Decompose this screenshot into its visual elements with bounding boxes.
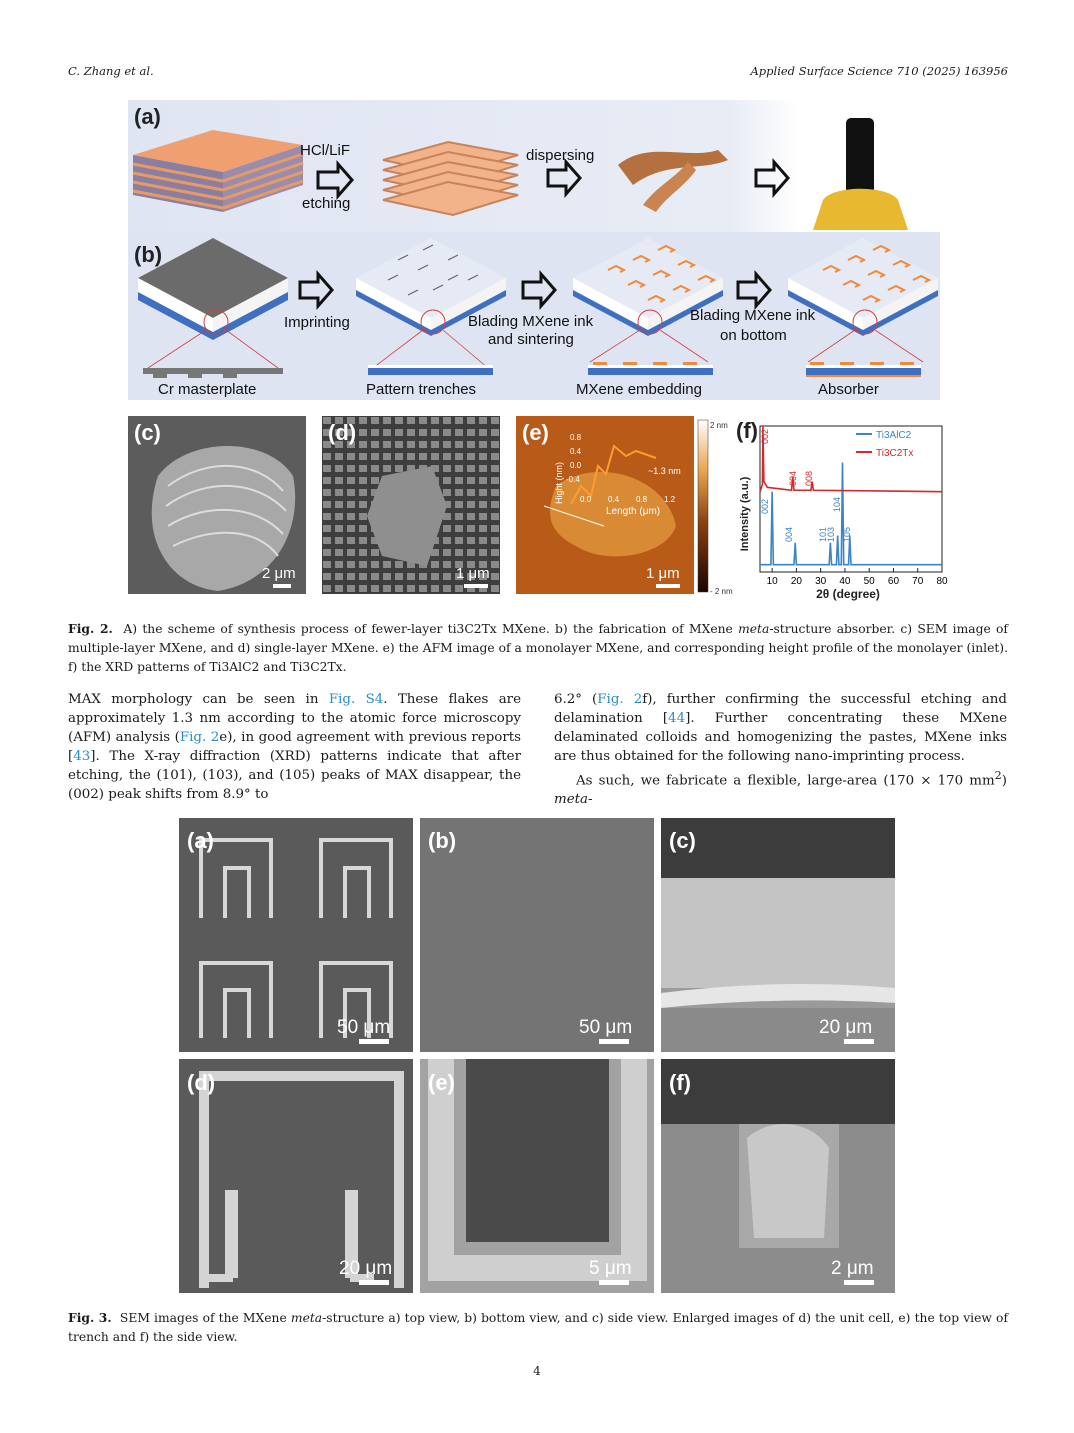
svg-text:HCl/LiF: HCl/LiF bbox=[300, 142, 351, 159]
svg-text:(f): (f) bbox=[669, 1070, 691, 1095]
fig3-panel-e bbox=[420, 1059, 654, 1293]
link-fig-s4[interactable]: Fig. S4 bbox=[328, 692, 384, 707]
svg-text:2 μm: 2 μm bbox=[831, 1258, 874, 1279]
fig2-panel-e-afm bbox=[516, 416, 736, 596]
svg-text:1.2: 1.2 bbox=[664, 495, 676, 504]
svg-text:Absorber: Absorber bbox=[818, 381, 879, 398]
peak-label-blue-002: 002 bbox=[760, 498, 770, 514]
fig2-panel-d-sem bbox=[322, 416, 500, 594]
svg-text:0.4: 0.4 bbox=[570, 447, 582, 456]
link-ref-44[interactable]: 44 bbox=[668, 711, 686, 726]
link-fig-2f[interactable]: Fig. 2 bbox=[597, 692, 643, 707]
svg-text:(d): (d) bbox=[328, 420, 357, 445]
svg-text:Hight (nm): Hight (nm) bbox=[554, 461, 564, 504]
peak-label-red-004: 004 bbox=[788, 470, 798, 486]
figure-3-sem-grid bbox=[179, 818, 895, 1294]
xrd-xtick-label-5: 60 bbox=[887, 576, 900, 587]
running-header-authors: C. Zhang et al. bbox=[68, 64, 154, 78]
fig2-label-a: (a) bbox=[134, 104, 161, 129]
svg-text:(e): (e) bbox=[428, 1070, 455, 1095]
svg-text:and sintering: and sintering bbox=[488, 331, 574, 348]
svg-text:0.8: 0.8 bbox=[636, 495, 648, 504]
fig3-panel-d bbox=[179, 1059, 413, 1293]
fig3-panel-f bbox=[661, 1059, 895, 1293]
xrd-xtick-label-7: 80 bbox=[936, 576, 948, 587]
svg-text:dispersing: dispersing bbox=[526, 147, 595, 164]
svg-text:2 nm: 2 nm bbox=[710, 421, 728, 430]
xrd-xtick-label-2: 30 bbox=[815, 576, 827, 587]
svg-text:etching: etching bbox=[302, 195, 351, 212]
svg-text:50 μm: 50 μm bbox=[579, 1017, 633, 1038]
peak-label-blue-101: 101 bbox=[818, 526, 828, 542]
svg-text:Length (μm): Length (μm) bbox=[606, 506, 661, 517]
legend-ti3alc2: Ti3AlC2 bbox=[876, 430, 912, 441]
svg-text:0.8: 0.8 bbox=[570, 433, 582, 442]
xrd-xlabel: 2θ (degree) bbox=[816, 587, 880, 601]
link-fig-2[interactable]: Fig. 2 bbox=[179, 730, 220, 745]
figure-2-scheme bbox=[128, 100, 940, 400]
svg-text:1 μm: 1 μm bbox=[456, 565, 490, 582]
svg-text:Pattern trenches: Pattern trenches bbox=[366, 381, 477, 398]
svg-text:(d): (d) bbox=[187, 1070, 216, 1095]
fig2-label-f: (f) bbox=[736, 418, 758, 443]
xrd-xtick-label-0: 10 bbox=[766, 576, 778, 587]
fig3-panel-c bbox=[661, 818, 895, 1052]
fig2-panel-f-xrd-chart bbox=[730, 414, 952, 604]
svg-text:1 μm: 1 μm bbox=[646, 565, 680, 582]
svg-text:MXene embedding: MXene embedding bbox=[576, 381, 702, 398]
svg-text:- 2 nm: - 2 nm bbox=[710, 587, 733, 596]
page-number: 4 bbox=[533, 1364, 541, 1378]
svg-text:(a): (a) bbox=[187, 828, 214, 853]
fig2-panel-c-sem bbox=[128, 416, 306, 594]
figure-2-caption: Fig. 2. A) the scheme of synthesis process of fewer-layer ti3C2Tx MXene. b) the fabrication of MXene meta-structure absorber. c) SEM image of multiple-layer MXene, and d) single-layer MXene. e) the AFM image of a monolayer MXene, and corresponding height profile of the monolayer (inlet). f) the XRD patterns of Ti3AlC2 and Ti3C2Tx. bbox=[68, 621, 1008, 674]
legend-ti3c2tx: Ti3C2Tx bbox=[876, 448, 914, 459]
fig3-panel-a bbox=[179, 818, 413, 1052]
link-ref-43[interactable]: 43 bbox=[73, 749, 91, 764]
xrd-xtick-label-4: 50 bbox=[863, 576, 875, 587]
svg-text:0.0: 0.0 bbox=[570, 461, 582, 470]
svg-text:Cr masterplate: Cr masterplate bbox=[158, 381, 257, 398]
peak-label-blue-105: 105 bbox=[842, 526, 852, 542]
body-column-right: 6.2° (Fig. 2f), further confirming the successful etching and delamination [44]. Further concentrating these MXene delaminated colloids and homogenizing the pastes, MXene inks are thus obtained for the following nano-imprinting process. As such, we fabricate a flexible, large-area (170 × 170 $mm^2$) meta- bbox=[554, 692, 1007, 808]
svg-text:on bottom: on bottom bbox=[720, 327, 787, 344]
svg-text:~1.3 nm: ~1.3 nm bbox=[648, 466, 681, 476]
svg-text:Blading MXene ink: Blading MXene ink bbox=[468, 313, 594, 330]
svg-text:(b): (b) bbox=[428, 828, 457, 853]
svg-text:-0.4: -0.4 bbox=[566, 475, 580, 484]
svg-text:20 μm: 20 μm bbox=[819, 1017, 873, 1038]
svg-text:0.4: 0.4 bbox=[608, 495, 620, 504]
running-header-journal: Applied Surface Science 710 (2025) 163956 bbox=[750, 64, 1008, 78]
xrd-ylabel: Intensity (a.u.) bbox=[739, 476, 751, 552]
body-column-left: MAX morphology can be seen in Fig. S4. These flakes are approximately 1.3 nm according to the atomic force microscopy (AFM) analysis (Fig. 2e), in good agreement with previous reports [43]. The X-ray diffraction (XRD) patterns indicate that after etching, the (101), (103), and (105) peaks of MAX disappear, the (002) peak shifts from 8.9° to bbox=[68, 692, 521, 802]
peak-label-blue-103: 103 bbox=[826, 526, 836, 542]
peak-label-red-008: 008 bbox=[804, 470, 814, 486]
svg-text:(c): (c) bbox=[134, 420, 161, 445]
peak-label-blue-104: 104 bbox=[832, 496, 842, 512]
fig3-panel-b bbox=[420, 818, 654, 1052]
svg-text:5 μm: 5 μm bbox=[589, 1258, 632, 1279]
xrd-xtick-label-1: 20 bbox=[790, 576, 802, 587]
xrd-xtick-label-3: 40 bbox=[839, 576, 851, 587]
paragraph-as-such: As such, we fabricate a flexible, large-area (170 × 170 $mm^2$) meta- bbox=[554, 769, 1007, 808]
fig2-label-b: (b) bbox=[134, 242, 163, 267]
figure-3-caption: Fig. 3. SEM images of the MXene meta-structure a) top view, b) bottom view, and c) side view. Enlarged images of d) the unit cell, e) the top view of trench and f) the side view. bbox=[68, 1310, 1008, 1344]
svg-text:50 μm: 50 μm bbox=[337, 1017, 391, 1038]
svg-text:2 μm: 2 μm bbox=[262, 565, 296, 582]
svg-text:20 μm: 20 μm bbox=[339, 1258, 393, 1279]
peak-label-blue-004: 004 bbox=[784, 526, 794, 542]
svg-text:(c): (c) bbox=[669, 828, 696, 853]
peak-label-red-002: 002 bbox=[760, 428, 770, 444]
svg-text:Imprinting: Imprinting bbox=[284, 314, 350, 331]
svg-text:0.0: 0.0 bbox=[580, 495, 592, 504]
svg-text:Blading MXene ink: Blading MXene ink bbox=[690, 307, 816, 324]
xrd-xtick-label-6: 70 bbox=[912, 576, 924, 587]
svg-text:(e): (e) bbox=[522, 420, 549, 445]
